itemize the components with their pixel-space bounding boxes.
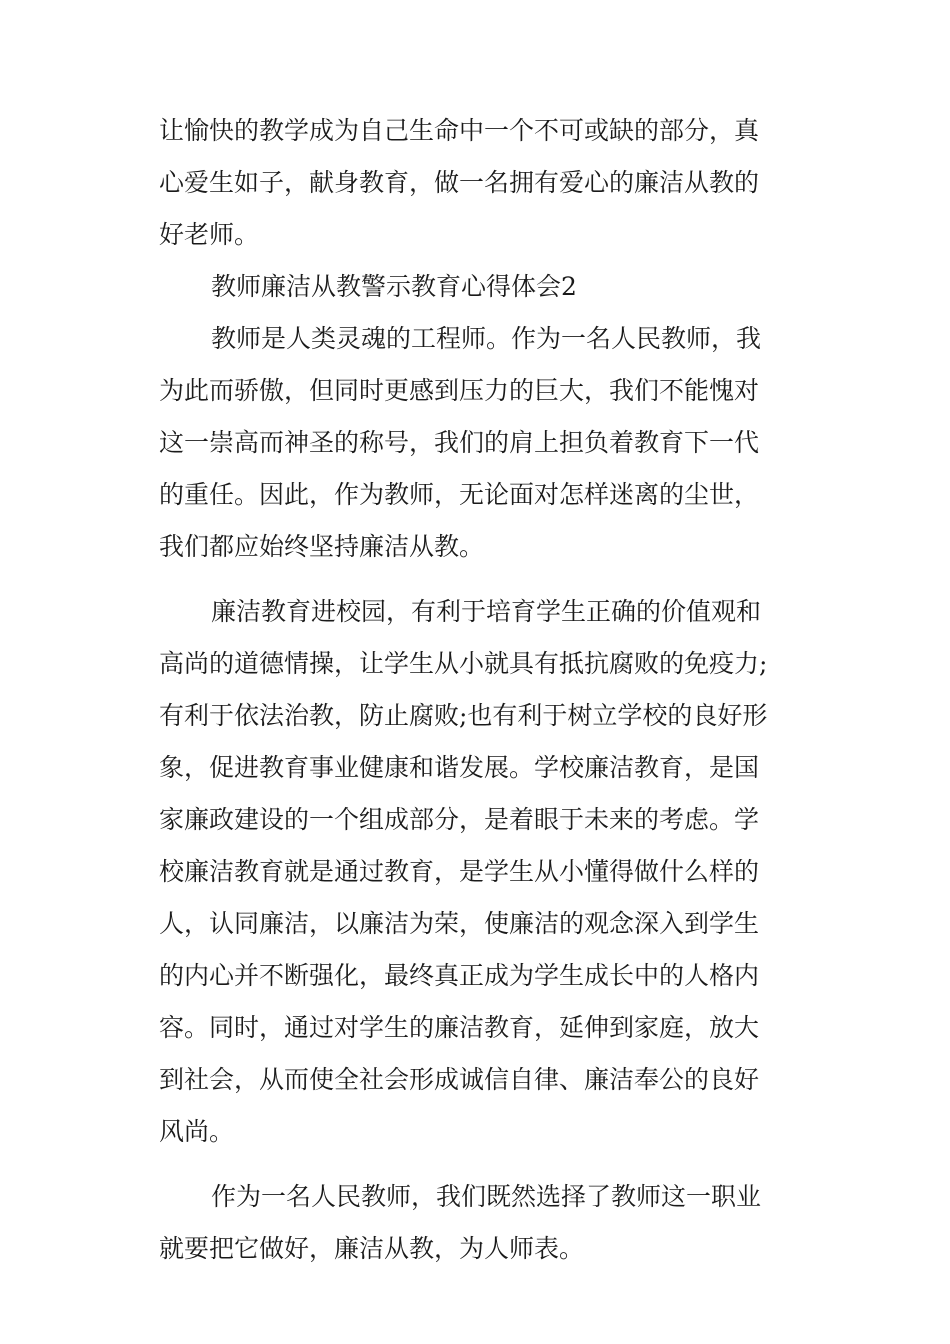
- text-line: 容。同时，通过对学生的廉洁教育，延伸到家庭，放大: [159, 1013, 760, 1042]
- text-line: 风尚。: [159, 1117, 235, 1146]
- paragraph-gap: [159, 1158, 799, 1171]
- text-line: 心爱生如子，献身教育，做一名拥有爱心的廉洁从教的: [159, 168, 760, 197]
- text-line: 我们都应始终坚持廉洁从教。: [159, 532, 485, 561]
- text-line: 有利于依法治教，防止腐败;也有利于树立学校的良好形: [159, 701, 768, 730]
- text-line: 人，认同廉洁，以廉洁为荣，使廉洁的观念深入到学生: [159, 909, 760, 938]
- text-line: 这一崇高而神圣的称号，我们的肩上担负着教育下一代: [159, 428, 760, 457]
- text-line: 教师是人类灵魂的工程师。作为一名人民教师，我: [211, 324, 762, 353]
- text-line: 好老师。: [159, 220, 260, 249]
- text-line: 的重任。因此，作为教师，无论面对怎样迷离的尘世，: [159, 480, 760, 509]
- paragraph-1: [159, 313, 799, 573]
- paragraph-gap: [159, 573, 799, 586]
- text-line: 象，促进教育事业健康和谐发展。学校廉洁教育，是国: [159, 753, 760, 782]
- text-line: 的内心并不断强化，最终真正成为学生成长中的人格内: [159, 961, 760, 990]
- text-line: 高尚的道德情操，让学生从小就具有抵抗腐败的免疫力;: [159, 649, 768, 678]
- document-body: [159, 105, 799, 1275]
- text-line: 作为一名人民教师，我们既然选择了教师这一职业: [211, 1182, 762, 1211]
- paragraph-2: [159, 586, 799, 1158]
- paragraph-3: [159, 1171, 799, 1275]
- text-line: 为此而骄傲，但同时更感到压力的巨大，我们不能愧对: [159, 376, 760, 405]
- section-heading: [159, 261, 799, 313]
- text-line: 廉洁教育进校园，有利于培育学生正确的价值观和: [211, 597, 762, 626]
- text-line: 家廉政建设的一个组成部分，是着眼于未来的考虑。学: [159, 805, 760, 834]
- paragraph-continuation: [159, 105, 799, 261]
- text-line: 校廉洁教育就是通过教育，是学生从小懂得做什么样的: [159, 857, 760, 886]
- text-line: 到社会，从而使全社会形成诚信自律、廉洁奉公的良好: [159, 1065, 760, 1094]
- text-line: 让愉快的教学成为自己生命中一个不可或缺的部分，真: [159, 116, 760, 145]
- section-title: 教师廉洁从教警示教育心得体会2: [211, 272, 577, 301]
- text-line: 就要把它做好，廉洁从教，为人师表。: [159, 1234, 585, 1263]
